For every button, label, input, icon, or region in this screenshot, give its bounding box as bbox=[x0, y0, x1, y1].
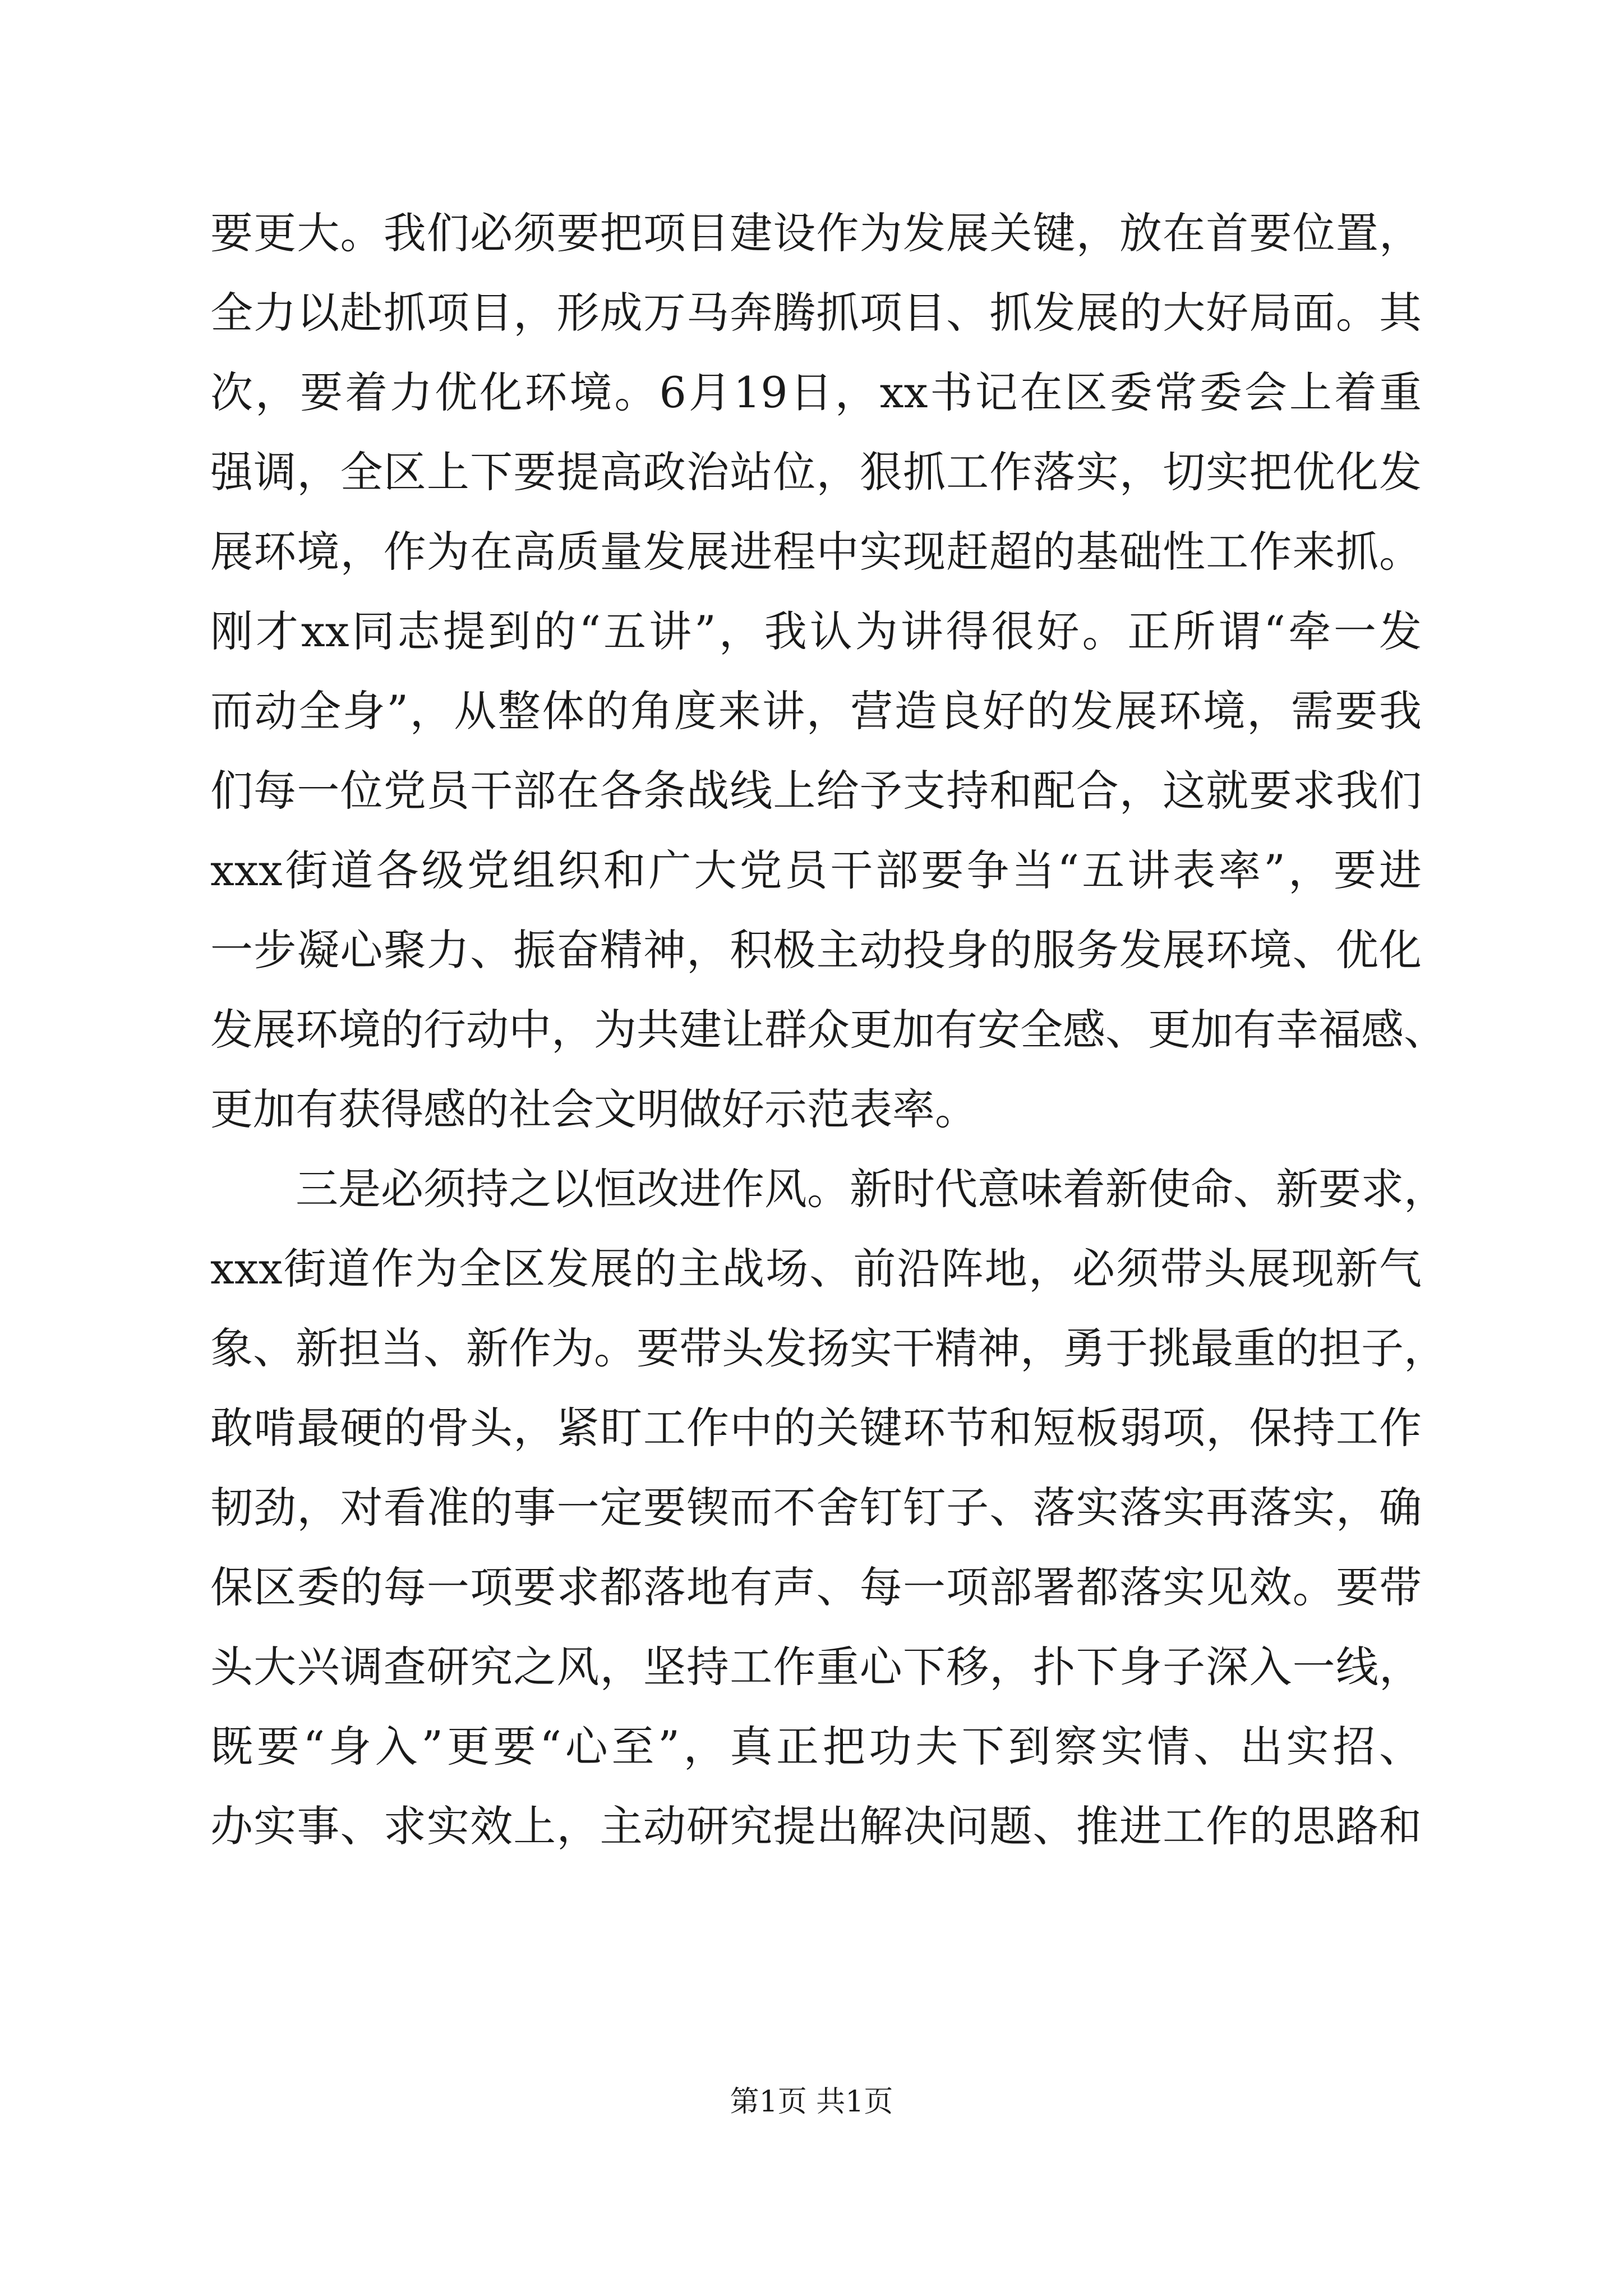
text-line: 发展环境的行动中，为共建让群众更加有安全感、更加有幸福感、 bbox=[210, 1005, 1446, 1055]
page-footer: 第1页 共1页 bbox=[730, 2085, 893, 2119]
document-body bbox=[210, 194, 1446, 1866]
text-line: 次，要着力优化环境。6月19日，xx书记在区委常委会上着重 bbox=[210, 367, 1422, 417]
text-line: 全力以赴抓项目，形成万马奔腾抓项目、抓发展的大好局面。其 bbox=[210, 288, 1422, 338]
text-line: 而动全身”，从整体的角度来讲，营造良好的发展环境，需要我 bbox=[210, 686, 1422, 736]
text-line: 既要“身入”更要“心至”，真正把功夫下到察实情、出实招、 bbox=[210, 1722, 1422, 1772]
text-line: xxx街道各级党组织和广大党员干部要争当“五讲表率”，要进 bbox=[210, 845, 1422, 895]
text-line: 一步凝心聚力、振奋精神，积极主动投身的服务发展环境、优化 bbox=[210, 925, 1422, 975]
text-line: 韧劲，对看准的事一定要锲而不舍钉钉子、落实落实再落实，确 bbox=[210, 1483, 1422, 1533]
text-line: 办实事、求实效上，主动研究提出解决问题、推进工作的思路和 bbox=[210, 1801, 1422, 1851]
text-line: 象、新担当、新作为。要带头发扬实干精神，勇于挑最重的担子， bbox=[210, 1323, 1446, 1373]
text-line: 展环境，作为在高质量发展进程中实现赶超的基础性工作来抓。 bbox=[210, 527, 1422, 577]
paragraph-start-line: 三是必须持之以恒改进作风。新时代意味着新使命、新要求， bbox=[210, 1164, 1446, 1214]
text-line: 们每一位党员干部在各条战线上给予支持和配合，这就要求我们 bbox=[210, 766, 1422, 816]
text-line: 敢啃最硬的骨头，紧盯工作中的关键环节和短板弱项，保持工作 bbox=[210, 1403, 1422, 1453]
paragraph-end-line: 更加有获得感的社会文明做好示范表率。 bbox=[210, 1084, 978, 1134]
text-line: 强调，全区上下要提高政治站位，狠抓工作落实，切实把优化发 bbox=[210, 447, 1422, 497]
text-line: 刚才xx同志提到的“五讲”，我认为讲得很好。正所谓“牵一发 bbox=[210, 606, 1422, 656]
text-line: 保区委的每一项要求都落地有声、每一项部署都落实见效。要带 bbox=[210, 1562, 1422, 1612]
text-line: xxx街道作为全区发展的主战场、前沿阵地，必须带头展现新气 bbox=[210, 1244, 1422, 1294]
text-line: 头大兴调查研究之风，坚持工作重心下移，扑下身子深入一线， bbox=[210, 1642, 1422, 1692]
text-line: 要更大。我们必须要把项目建设作为发展关键，放在首要位置， bbox=[210, 208, 1422, 258]
